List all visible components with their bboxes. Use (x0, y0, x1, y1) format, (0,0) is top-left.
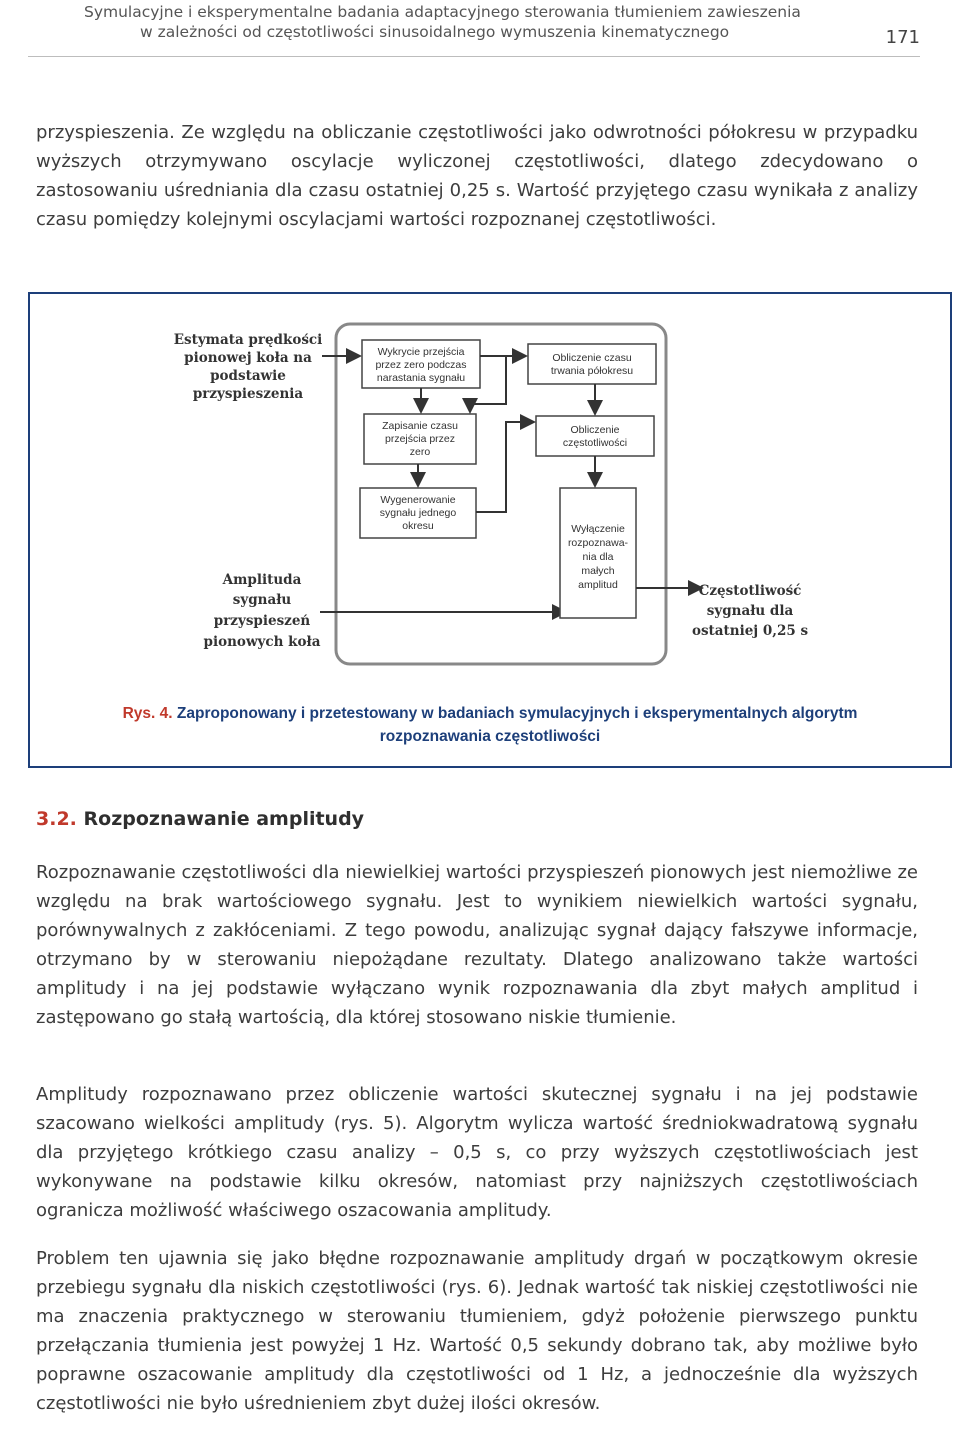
box-half-period (528, 344, 656, 384)
svg-text:przez zero podczas: przez zero podczas (375, 359, 467, 371)
box-generate-period (360, 488, 476, 538)
svg-text:Wyłączenie: Wyłączenie (571, 523, 625, 535)
svg-text:częstotliwości: częstotliwości (562, 437, 628, 449)
figure-frame (28, 292, 952, 768)
svg-text:Zapisanie czasu: Zapisanie czasu (382, 420, 458, 432)
svg-text:trwania półokresu: trwania półokresu (550, 365, 634, 377)
algorithm-diagram (30, 294, 950, 694)
svg-text:narastania sygnału: narastania sygnału (376, 372, 466, 384)
svg-text:ostatniej 0,25 s: ostatniej 0,25 s (691, 623, 809, 639)
svg-text:sygnału dla: sygnału dla (706, 603, 794, 619)
input-velocity-label (174, 332, 323, 402)
svg-text:zero: zero (409, 446, 431, 458)
svg-text:Wygenerowanie: Wygenerowanie (380, 494, 456, 506)
svg-text:przyspieszenia: przyspieszenia (192, 386, 304, 402)
caption-line-2: rozpoznawania częstotliwości (379, 728, 601, 745)
caption-number: Rys. 4. (122, 705, 173, 722)
box-frequency-calc (536, 416, 654, 456)
svg-text:sygnału jednego: sygnału jednego (379, 507, 457, 519)
paragraph-2: Rozpoznawanie częstotliwości dla niewielkiej wartości przyspieszeń pionowych jest niemożliwe ze względu na brak wartościowego sygnału. Jest to wynikiem niewielkich wartości sygnału, porównywalnych z zakłóceniami. Z tego powodu, analizując sygnał dający fałszywe informacje, otrzymano by w sterowaniu niepożądane rezultaty. Dlatego analizowano także wartości amplitudy i na jej podstawie wyłączano wynik rozpoznawania dla zbyt małych amplitud i zastępowano go stałą wartością, dla której stosowano niskie tłumienie. (36, 862, 918, 1028)
section-title: Rozpoznawanie amplitudy (83, 808, 365, 830)
svg-text:nia dla: nia dla (582, 551, 614, 563)
svg-text:Częstotliwość: Częstotliwość (698, 583, 802, 599)
svg-text:sygnału: sygnału (232, 592, 292, 608)
svg-text:małych: małych (581, 565, 615, 577)
svg-text:amplitud: amplitud (578, 579, 618, 591)
svg-text:Estymata prędkości: Estymata prędkości (173, 332, 323, 348)
box-save-time (364, 414, 476, 464)
figure-caption (30, 702, 950, 748)
svg-text:Wykrycie przejścia: Wykrycie przejścia (377, 346, 465, 358)
paragraph-3: Amplitudy rozpoznawano przez obliczenie wartości skutecznej sygnału i na jej podstawie szacowano wielkości amplitudy (rys. 5). Algorytm wylicza wartość średniokwadratową sygnału dla przyjętego krótkiego czasu analizy – 0,5 s, co przy wyższych częstotliwościach jest wykonywane na podstawie kilku okresów, natomiast przy najniższych częstotliwościach ogranicza możliwość właściwego oszacowania amplitudy. (36, 1084, 918, 1221)
svg-text:Obliczenie: Obliczenie (570, 424, 620, 436)
running-header (84, 0, 924, 56)
header-divider (28, 56, 920, 57)
svg-text:rozpoznawa-: rozpoznawa- (567, 537, 629, 549)
paragraph-4: Problem ten ujawnia się jako błędne rozpoznawanie amplitudy drgań w początkowym okresie przebiegu sygnału dla niskich częstotliwości (rys. 6). Jednak wartość tak niskiej częstotliwości nie ma znaczenia praktycznego w sterowaniu tłumieniem, gdyż położenie pierwszego punktu przełączania tłumienia jest powyżej 1 Hz. Wartość 0,5 sekundy dobrano tak, aby możliwe było poprawne oszacowanie amplitudy dla częstotliwości od 1 Hz, a jednocześnie dla wyższych częstotliwości nie było uśrednieniem zbyt dużej ilości okresów. (36, 1248, 918, 1414)
section-number: 3.2. (36, 808, 77, 830)
input-amplitude-label (204, 572, 321, 650)
section-heading (36, 808, 364, 830)
page-number: 171 (885, 27, 920, 48)
svg-text:przejścia przez: przejścia przez (384, 433, 456, 445)
svg-text:pionowych koła: pionowych koła (203, 634, 321, 650)
svg-text:okresu: okresu (402, 520, 434, 532)
output-frequency-label (692, 583, 809, 639)
header-line-1: Symulacyjne i eksperymentalne badania adaptacyjnego sterowania tłumieniem zawieszenia (84, 3, 801, 21)
paragraph-1: przyspieszenia. Ze względu na obliczanie częstotliwości jako odwrotności półokresu w przypadku wyższych otrzymywano oscylacje wyliczonej częstotliwości, dlatego zdecydowano o zastosowaniu uśredniania dla czasu ostatniej 0,25 s. Wartość przyjętego czasu wynikała z analizy czasu pomiędzy kolejnymi oscylacjami wartości rozpoznanej częstotliwości. (36, 122, 918, 230)
svg-text:przyspieszeń: przyspieszeń (213, 613, 311, 629)
svg-text:pionowej koła na: pionowej koła na (184, 350, 312, 366)
box-disable-recognition (560, 488, 636, 618)
box-zero-crossing (362, 340, 480, 388)
header-line-2: w zależności od częstotliwości sinusoidalnego wymuszenia kinematycznego (140, 23, 730, 41)
svg-text:Obliczenie czasu: Obliczenie czasu (552, 352, 632, 364)
svg-text:podstawie: podstawie (210, 368, 286, 384)
svg-text:Amplituda: Amplituda (222, 572, 302, 588)
caption-line-1: Zaproponowany i przetestowany w badaniach symulacyjnych i eksperymentalnych algorytm (176, 705, 858, 722)
